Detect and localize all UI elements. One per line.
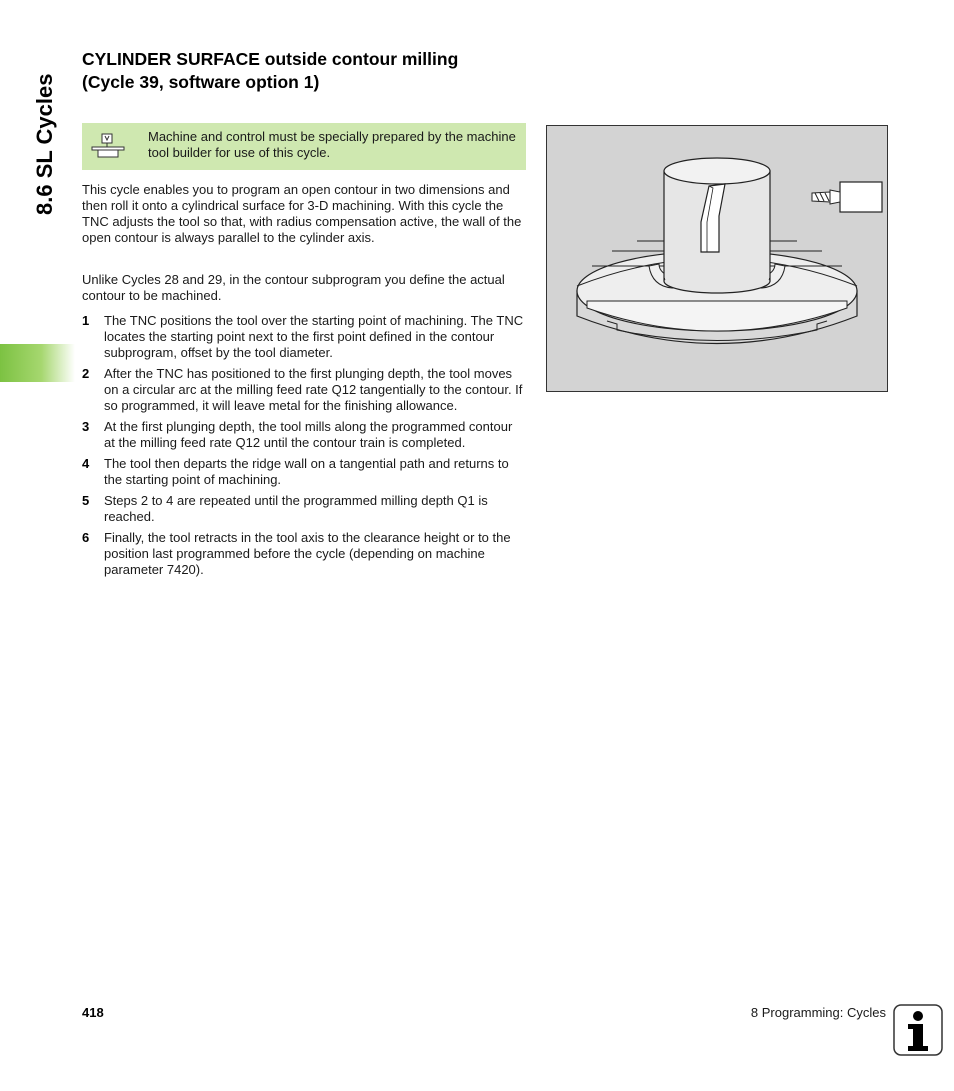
- page-title: [82, 48, 542, 94]
- list-item: [82, 366, 524, 414]
- info-icon: [893, 1004, 943, 1056]
- step-number: 5: [82, 493, 90, 508]
- title-line-1: CYLINDER SURFACE outside contour milling: [82, 49, 459, 69]
- step-text: Finally, the tool retracts in the tool axis to the clearance height or to the position last programmed before the cycle (depending on machine parameter 7420).: [104, 530, 511, 577]
- list-item: [82, 530, 524, 578]
- step-number: 2: [82, 366, 90, 381]
- intro-paragraph: This cycle enables you to program an open contour in two dimensions and then roll it onto a cylindrical surface for 3-D machining. With this cycle the TNC adjusts the tool so that, with radius compensation active, the wall of the open contour is always parallel to the cylinder axis.: [82, 182, 522, 245]
- contour-paragraph: Unlike Cycles 28 and 29, in the contour subprogram you define the actual contour to be machined.: [82, 272, 505, 303]
- step-number: 4: [82, 456, 90, 471]
- cylinder-machining-illustration: [546, 125, 888, 392]
- step-number: 3: [82, 419, 90, 434]
- machine-icon: [90, 132, 126, 160]
- note-text: Machine and control must be specially prepared by the machine tool builder for use of this cycle.: [148, 129, 516, 160]
- step-number: 6: [82, 530, 90, 545]
- process-steps-list: [82, 313, 524, 583]
- machine-note-box: [82, 123, 526, 170]
- step-number: 1: [82, 313, 90, 328]
- list-item: [82, 419, 524, 451]
- side-section-heading: [30, 40, 62, 215]
- chapter-footer: 8 Programming: Cycles: [750, 1005, 886, 1020]
- rotary-table-drawing: [547, 126, 887, 391]
- list-item: [82, 493, 524, 525]
- list-item: [82, 313, 524, 361]
- step-text: At the first plunging depth, the tool mills along the programmed contour at the milling feed rate Q12 until the contour train is completed.: [104, 419, 513, 450]
- title-line-2: (Cycle 39, software option 1): [82, 72, 320, 92]
- step-text: After the TNC has positioned to the first plunging depth, the tool moves on a circular arc at the milling feed rate Q12 tangentially to the contour. If so programmed, it will leave metal for the finishing allowance.: [104, 366, 523, 413]
- step-text: The tool then departs the ridge wall on a tangential path and returns to the starting point of machining.: [104, 456, 509, 487]
- step-text: The TNC positions the tool over the starting point of machining. The TNC locates the starting point next to the first point defined in the contour subprogram, offset by the tool diameter.: [104, 313, 524, 360]
- page-number: 418: [82, 1005, 104, 1020]
- list-item: [82, 456, 524, 488]
- chapter-tab-marker: [0, 344, 75, 382]
- side-heading-text: 8.6 SL Cycles: [32, 73, 57, 215]
- step-text: Steps 2 to 4 are repeated until the programmed milling depth Q1 is reached.: [104, 493, 488, 524]
